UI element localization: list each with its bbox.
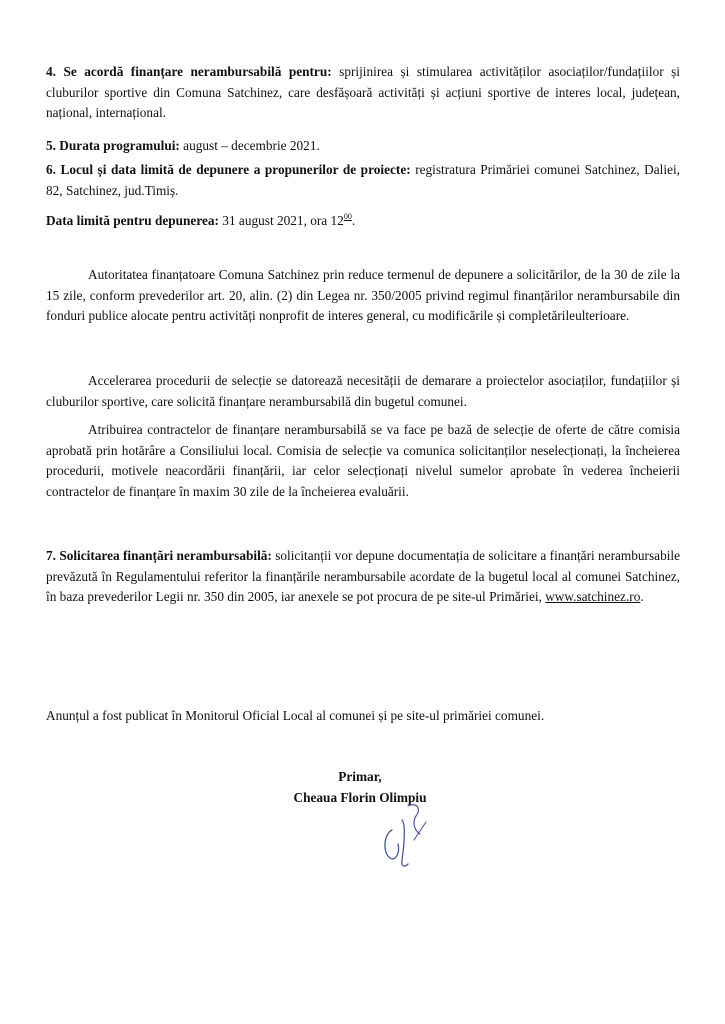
handwritten-signature — [378, 800, 438, 870]
section-5-text: august – decembrie 2021. — [179, 138, 320, 153]
section-6-heading: 6. Locul și data limită de depunere a propunerilor de proiecte: — [46, 162, 411, 177]
section-6 — [46, 160, 680, 201]
announcement — [46, 706, 680, 727]
paragraph-text: Autoritatea finanțatoare Comuna Satchinez prin reduce termenul de depunere a solicitărilor, de la 30 de zile la 15 zile, conform prevederilor art. 20, alin. (2) din Legea nr. 350/2005 privind regimul finanțărilor nerambursabile din fonduri publice alocate pentru activități nonprofit de interes general, cu modificările și completărileulterioare. — [46, 267, 680, 323]
paragraph-text: Atribuirea contractelor de finanțare nerambursabilă se va face pe bază de selecție de oferte de către comisia aprobată prin hotărâre a Consiliului local. Comisia de selecție va comunica solicitanților neselecționați, la încheierea procedurii, motivele neacordării finanțării, iar celor selecționați nivelul sumelor aprobate în vederea încheierii contractelor de finanțare în maxim 30 zile de la încheierea evaluării. — [46, 422, 680, 499]
section-4-text: sprijinirea și stimularea activităților asociaților/fundațiilor și cluburilor sportive din Comuna Satchinez, care desfășoară activități și acțiuni sportive de interes local, județean, național, internațional. — [46, 64, 680, 120]
section-7-heading: 7. Solicitarea finanțări nerambursabilă: — [46, 548, 272, 563]
deadline-heading: Data limită pentru depunerea: — [46, 213, 219, 228]
paragraph-3 — [46, 420, 680, 502]
paragraph-1 — [46, 265, 680, 327]
section-4 — [46, 62, 680, 124]
signature-name: Cheaua Florin Olimpiu — [293, 790, 427, 805]
section-6-text: registratura Primăriei comunei Satchinez, Daliei, 82, Satchinez, jud.Timiș. — [46, 162, 680, 198]
section-5 — [46, 136, 680, 157]
section-7 — [46, 546, 680, 608]
deadline-end: . — [351, 213, 356, 228]
section-4-heading: 4. Se acordă finanțare nerambursabilă pentru: — [46, 64, 332, 79]
signature-title: Primar, — [338, 769, 382, 784]
announcement-text: Anunțul a fost publicat în Monitorul Oficial Local al comunei și pe site-ul primăriei comunei. — [46, 708, 545, 723]
section-5-heading: 5. Durata programului: — [46, 138, 180, 153]
paragraph-text: Accelerarea procedurii de selecție se datorează necesității de demarare a proiectelor asociaților, fundațiilor și cluburilor sportive, care solicită finanțare nerambursabilă din bugetul comunei. — [46, 373, 680, 409]
website-link[interactable]: www.satchinez.ro — [545, 589, 641, 604]
section-7-text: solicitanții vor depune documentația de solicitare a finanțări nerambursabile prevăzută în Regulamentului referitor la finanțările nerambursabile acordate de la bugetul local al comunei Satchinez, în baza prevederilor Legii nr. 350 din 2005, iar anexele se pot procura de pe site-ul Primăriei, — [46, 548, 681, 604]
deadline-text: 31 august 2021, ora 12 — [218, 213, 344, 228]
section-7-end: . — [640, 589, 644, 604]
deadline — [46, 211, 680, 232]
deadline-superscript: 00 — [343, 212, 352, 221]
paragraph-2 — [46, 371, 680, 412]
